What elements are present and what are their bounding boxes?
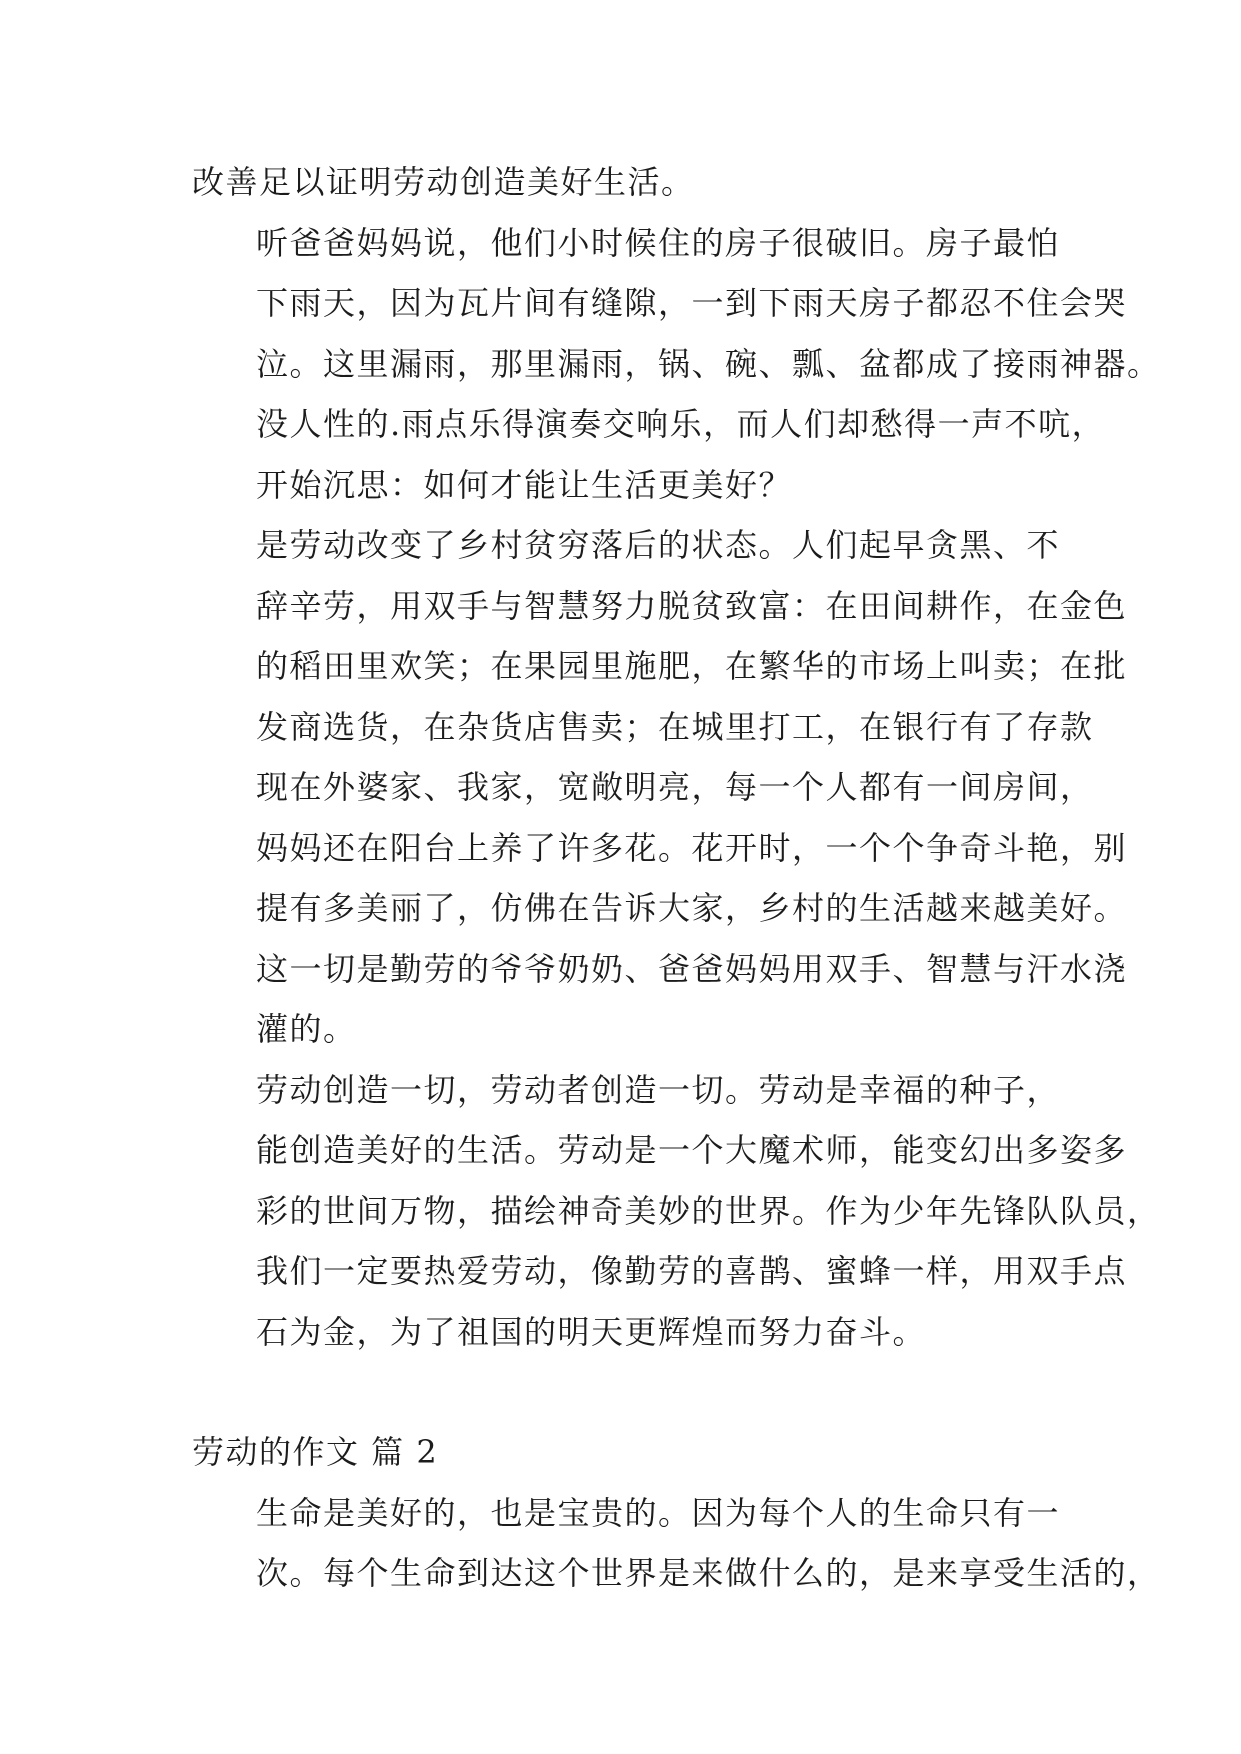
document-body: [192, 152, 1161, 1604]
text-line: 这一切是勤劳的爷爷奶奶、爸爸妈妈用双手、智慧与汗水浇: [256, 949, 1128, 988]
text-line: 石为金，为了祖国的明天更辉煌而努力奋斗。: [256, 1312, 927, 1351]
text-line: 是劳动改变了乡村贫穷落后的状态。人们起早贪黑、不: [256, 526, 1061, 564]
text-line: 提有多美丽了，仿佛在告诉大家，乡村的生活越来越美好。: [256, 889, 1128, 927]
paragraph: [192, 213, 1161, 516]
text-line: 劳动创造一切，劳动者创造一切。劳动是幸福的种子，: [256, 1070, 1061, 1109]
paragraph: [192, 1483, 1161, 1604]
text-line: 开始沉思：如何才能让生活更美好？: [256, 465, 793, 504]
text-line: 下雨天，因为瓦片间有缝隙，一到下雨天房子都忍不住会哭: [256, 284, 1128, 322]
text-line: 妈妈还在阳台上养了许多花。花开时，一个个争奇斗艳，别: [256, 828, 1128, 867]
text-line: 没人性的.雨点乐得演奏交响乐，而人们却愁得一声不吭，: [256, 405, 1106, 443]
text-line: 能创造美好的生活。劳动是一个大魔术师，能变幻出多姿多: [256, 1131, 1128, 1169]
paragraph: [192, 152, 1072, 213]
paragraph: [192, 515, 1128, 757]
text-line: 次。每个生命到达这个世界是来做什么的，是来享受生活的，: [256, 1554, 1161, 1592]
text-line: 泣。这里漏雨，那里漏雨，锅、碗、瓢、盆都成了接雨神器。: [256, 344, 1161, 383]
text-line: 彩的世间万物，描绘神奇美妙的世界。作为少年先锋队队员，: [256, 1191, 1161, 1230]
text-line: 改善足以证明劳动创造美好生活。: [192, 163, 695, 201]
text-line: 灌的。: [256, 1010, 357, 1048]
text-line: 现在外婆家、我家，宽敞明亮，每一个人都有一间房间，: [256, 768, 1094, 806]
text-line: 听爸爸妈妈说，他们小时候住的房子很破旧。房子最怕: [256, 223, 1061, 262]
text-line: 辞辛劳，用双手与智慧努力脱贫致富：在田间耕作，在金色: [256, 586, 1128, 625]
text-line: 我们一定要热爱劳动，像勤劳的喜鹊、蜜蜂一样，用双手点: [256, 1252, 1128, 1290]
paragraph: [192, 1060, 1161, 1363]
paragraph: [192, 757, 1128, 1060]
text-line: 发商选货，在杂货店售卖；在城里打工，在银行有了存款: [256, 707, 1094, 746]
text-line: 的稻田里欢笑；在果园里施肥，在繁华的市场上叫卖；在批: [256, 647, 1128, 685]
section-title: 劳动的作文 篇 2: [192, 1433, 439, 1471]
text-line: 生命是美好的，也是宝贵的。因为每个人的生命只有一: [256, 1493, 1061, 1532]
